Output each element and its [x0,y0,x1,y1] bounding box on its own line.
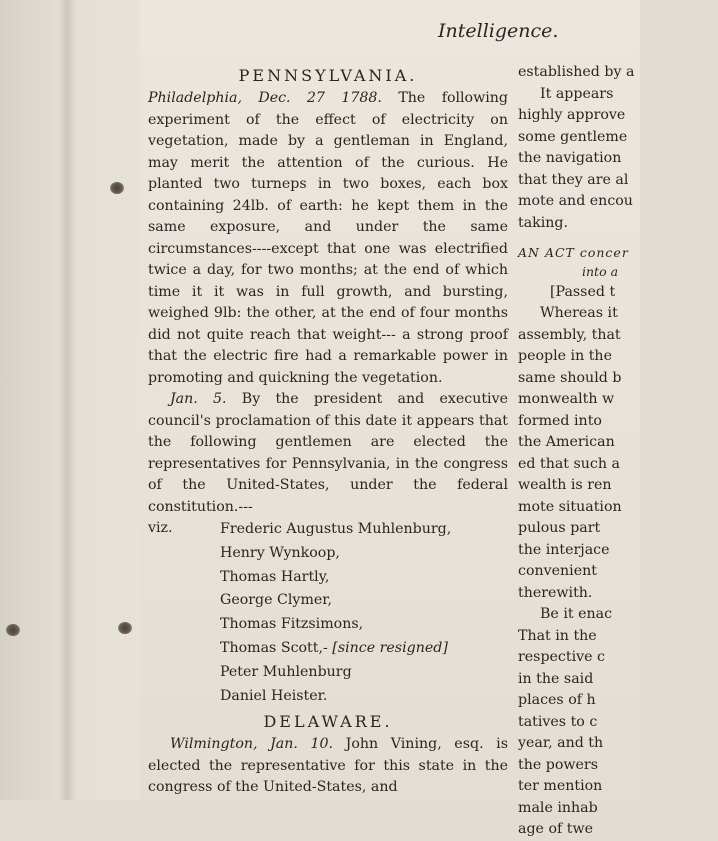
right-column-line: tatives to c [518,713,598,730]
act-title-continued: into a [582,263,619,279]
right-column-line: year, and th [518,735,604,751]
right-column-line: respective c [518,649,605,665]
right-column-line: mote situation [518,498,622,515]
right-column-line: in the said [518,670,594,687]
main-column [148,64,508,799]
binding-hole [118,622,132,634]
right-column-line: age of twe [518,821,593,837]
right-column-line: convenient [518,563,597,579]
binding-hole [110,182,124,194]
right-column-line: ter mention [518,778,603,794]
right-column-line: wealth is ren [518,477,612,493]
right-column-line: some gentleme [518,128,628,145]
right-column-line: the navigation [518,150,622,166]
pennsylvania-paragraph-1 [148,88,508,389]
representative-name-row [220,637,508,661]
binding-hole [6,624,20,636]
representative-name: Henry Wynkoop, [220,544,340,561]
delaware-dateline: Wilmington, Jan. 10. [170,736,334,753]
names-list [220,518,508,708]
representative-name: Thomas Fitzsimons, [220,616,364,633]
delaware-text: John Vining, esq. is elected the representative for this state in the congress of the United-States, and [148,736,508,796]
binding-fold [58,0,76,800]
right-column-line: highly approve [518,107,626,123]
representative-name: Daniel Heister. [220,687,328,704]
right-column-line: Whereas it [540,305,618,321]
right-column-line: That in the [518,627,597,644]
right-column-line: male inhab [518,799,598,816]
proclamation-text: By the president and executive council's proclamation of this date it appears that the following gentlemen are elected the representatives for Pennsylvania, in the congress of the United-States, under the federal constitution.--- [148,391,508,515]
right-column-line: the American [518,434,615,450]
right-column-line: therewith. [518,584,593,601]
running-head: Intelligence. [438,20,559,42]
right-column-clip [512,0,640,837]
representative-name: Peter Muhlenburg [220,663,352,680]
right-column-line: places of h [518,692,596,708]
delaware-paragraph [148,734,508,799]
pennsylvania-paragraph-2 [148,389,508,518]
right-column-line: taking. [518,214,569,231]
right-column-line: pulous part [518,520,601,536]
right-column-line: formed into [518,412,602,429]
right-column-line: monwealth w [518,391,615,407]
right-column-line: mote and encou [518,193,633,209]
representative-name: Frederic Augustus Muhlenburg, [220,521,452,537]
heading-pennsylvania: PENNSYLVANIA. [238,66,418,85]
right-column-line: that they are al [518,171,629,188]
right-column-line: established by a [518,64,635,80]
viz-label: viz. [148,520,173,536]
passed-note: [Passed t [550,283,616,300]
representatives-list [148,518,508,708]
right-column-line: It appears [540,85,614,102]
right-column [518,62,718,841]
pennsylvania-dateline: Philadelphia, Dec. 27 1788. [148,90,382,106]
right-column-line: ed that such a [518,455,620,472]
act-title: AN ACT concer [518,245,629,260]
right-column-line: the interjace [518,541,610,558]
representative-name: George Clymer, [220,592,333,609]
heading-delaware: DELAWARE. [263,712,393,732]
right-column-line: Be it enac [540,606,613,622]
proclamation-dateline: Jan. 5. [170,391,227,407]
since-resigned-note: [since resigned] [332,639,448,656]
representative-name: Thomas Scott,- [220,639,328,656]
electricity-experiment-text: The following experiment of the effect of electricity on vegetation, made by a gentleman in England, may merit the attention of the curious. He planted two turneps in two boxes, each box containing 24lb. of earth: he kept them in the same exposure, and under the same circumstances----except that one was electrified twice a day, for two months; at the end of which time it it was in full growth, and bursting, weighed 9lb: the other, at the end of four months did not quite reach that weight--- a strong proof that the electric fire had a remarkable power in promoting and quickning the vegetation. [148,90,508,386]
representative-name: Thomas Hartly, [220,568,330,585]
right-column-line: the powers [518,756,598,773]
right-column-line: assembly, that [518,326,621,343]
right-column-line: same should b [518,369,622,386]
right-column-line: people in the [518,348,612,364]
